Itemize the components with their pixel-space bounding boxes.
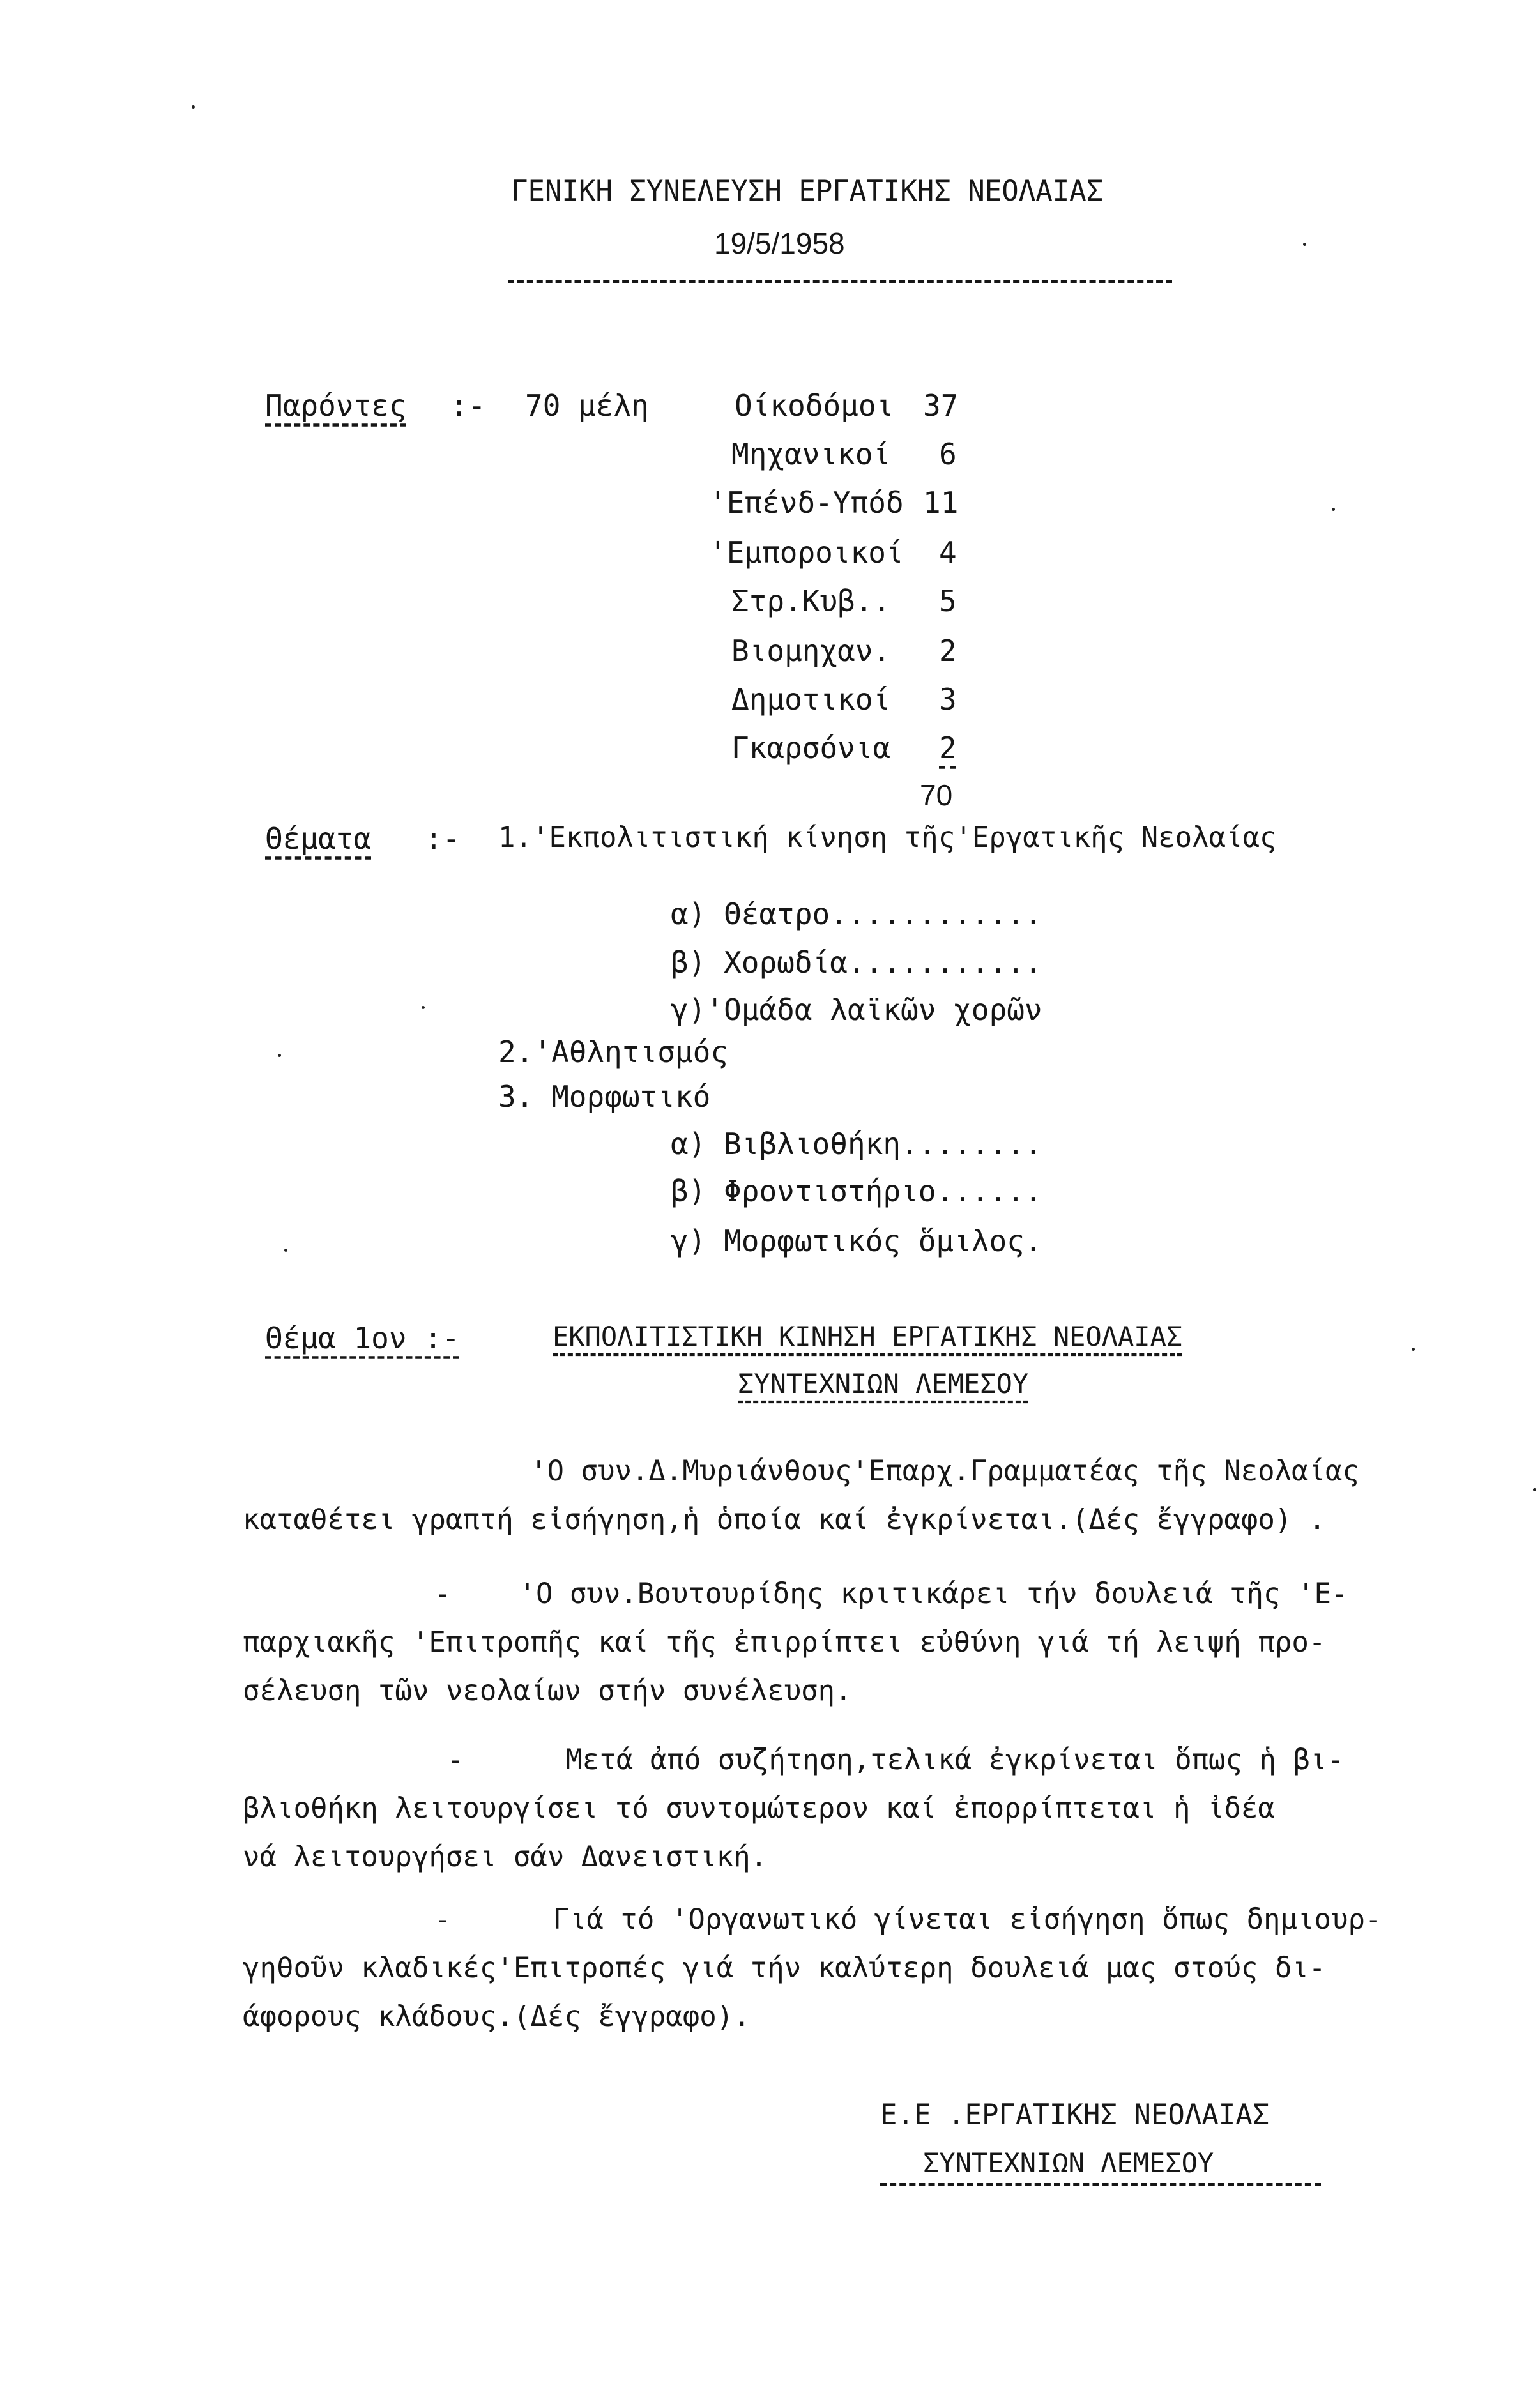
topic-one-subheading: ΣΥΝΤΕΧΝΙΩΝ ΛΕΜΕΣΟΥ: [738, 1368, 1029, 1399]
document-date: 19/5/1958: [714, 227, 845, 260]
attendance-trade: 'Εμποροικοί: [709, 535, 904, 570]
topic-item: γ)'Ομάδα λαϊκῶν χορῶν: [671, 993, 1042, 1027]
scan-speck: [1412, 1348, 1415, 1351]
paragraph-line: γηθοῦν κλαδικές'Επιτροπές γιά τήν καλύτερη δουλειά μας στούς δι-: [243, 1952, 1326, 1984]
attendance-trade: Βιομηχαν.: [731, 634, 891, 668]
attendance-count: 11: [923, 485, 959, 520]
scan-speck: [1303, 243, 1306, 246]
paragraph-line: σέλευση τῶν νεολαίων στήν συνέλευση.: [243, 1675, 852, 1707]
signature-line: Ε.Ε .ΕΡΓΑΤΙΚΗΣ ΝΕΟΛΑΙΑΣ: [880, 2099, 1270, 2131]
topic-item: 1.'Εκπολιτιστική κίνηση τῆς'Εργατικῆς Νεολαίας: [498, 821, 1277, 854]
topic-item: α) Θέατρο............: [671, 897, 1042, 931]
attendance-trade: Οίκοδόμοι: [735, 388, 894, 423]
attendance-sum: 70: [920, 779, 953, 812]
topic-item: α) Βιβλιοθήκη........: [671, 1127, 1042, 1161]
attendance-trade: Στρ.Κυβ..: [731, 584, 891, 618]
attendance-count: 37: [923, 388, 959, 423]
topic-item: γ) Μορφωτικός ὅμιλος.: [671, 1224, 1042, 1258]
attendance-label: Παρόντες: [265, 388, 407, 423]
attendance-trade: Δημοτικοί: [731, 682, 891, 717]
document-title: ΓΕΝΙΚΗ ΣΥΝΕΛΕΥΣΗ ΕΡΓΑΤΙΚΗΣ ΝΕΟΛΑΙΑΣ: [511, 175, 1104, 208]
paragraph-line: νά λειτουργήσει σάν Δανειστική.: [243, 1841, 768, 1873]
paragraph-line: βλιοθήκη λειτουργίσει τό συντομώτερον καί ἐπορρίπτεται ἡ ἰδέα: [243, 1792, 1275, 1825]
signature-line: ΣΥΝΤΕΧΝΙΩΝ ΛΕΜΕΣΟΥ: [923, 2147, 1214, 2179]
paragraph-line: - Γιά τό 'Οργανωτικό γίνεται εἰσήγηση ὅπως δημιουρ-: [434, 1903, 1382, 1936]
attendance-trade: 'Επένδ-Υπόδ: [709, 485, 904, 520]
scan-speck: [1332, 508, 1335, 511]
attendance-count: 5: [939, 584, 957, 618]
attendance-count: 4: [939, 535, 957, 570]
topic-one-label: Θέμα 1ον :-: [265, 1321, 460, 1355]
topics-separator: :-: [425, 821, 461, 856]
attendance-count: 6: [939, 437, 957, 471]
attendance-separator: :-: [450, 388, 486, 423]
paragraph-line: παρχιακῆς 'Επιτροπῆς καί τῆς ἐπιρρίπτει εὐθύνη γιά τή λειψή προ-: [243, 1626, 1326, 1659]
topics-label: Θέματα: [265, 821, 372, 856]
paragraph-line: άφορους κλάδους.(Δές ἔγγραφο).: [243, 2000, 751, 2033]
scan-speck: [1533, 1488, 1536, 1491]
scan-speck: [422, 1006, 425, 1009]
signature-rule: [880, 2183, 1321, 2186]
paragraph-line: - Μετά ἀπό συζήτηση,τελικά ἐγκρίνεται ὅπως ἡ βι-: [447, 1744, 1344, 1776]
scan-speck: [192, 105, 195, 109]
attendance-total: 70 μέλη: [525, 388, 649, 423]
topic-item: 2.'Αθλητισμός: [498, 1035, 729, 1069]
paragraph-line: 'Ο συν.Δ.Μυριάνθους'Επαρχ.Γραμματέας τῆς Νεολαίας: [530, 1455, 1360, 1487]
attendance-trade: Μηχανικοί: [731, 437, 891, 471]
paragraph-line: - 'Ο συν.Βουτουρίδης κριτικάρει τήν δουλειά τῆς 'Ε-: [434, 1578, 1348, 1610]
attendance-count: 2: [939, 634, 957, 668]
attendance-count: 3: [939, 682, 957, 717]
topic-item: β) Χορωδία...........: [671, 945, 1042, 980]
paragraph-line: καταθέτει γραπτή εἰσήγηση,ἡ ὁποία καί ἐγκρίνεται.(Δές ἔγγραφο) .: [243, 1503, 1326, 1536]
topic-one-heading: ΕΚΠΟΛΙΤΙΣΤΙΚΗ ΚΙΝΗΣΗ ΕΡΓΑΤΙΚΗΣ ΝΕΟΛΑΙΑΣ: [553, 1321, 1183, 1352]
topic-item: 3. Μορφωτικό: [498, 1079, 711, 1114]
attendance-trade: Γκαρσόνια: [731, 731, 891, 765]
scan-speck: [278, 1054, 281, 1057]
attendance-count: 2: [939, 731, 957, 765]
topic-item: β) Φροντιστήριο......: [671, 1174, 1042, 1208]
header-rule: [508, 280, 1172, 283]
scan-speck: [284, 1249, 287, 1252]
